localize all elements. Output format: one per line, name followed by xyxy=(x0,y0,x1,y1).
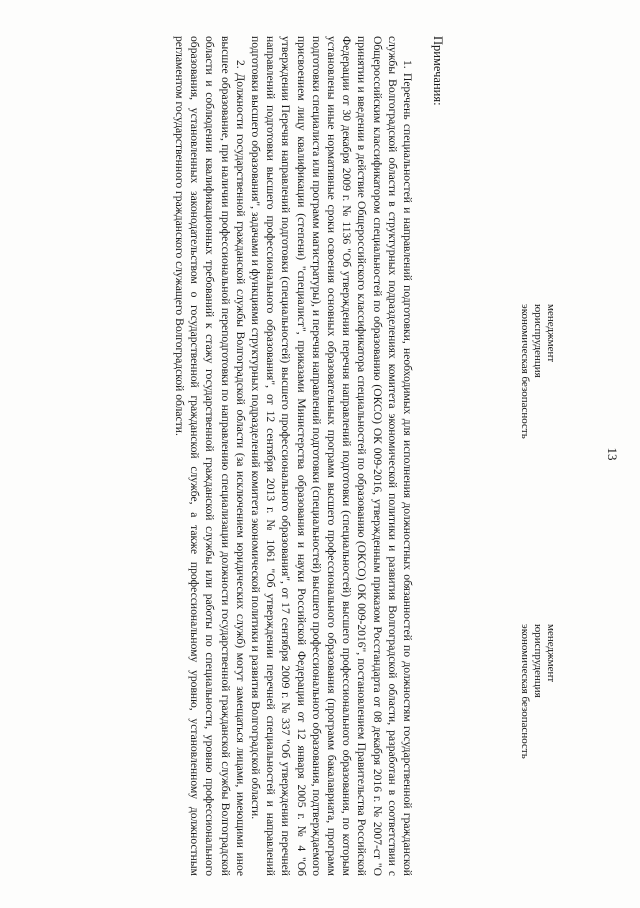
specialty-item: менеджмент xyxy=(545,304,557,363)
notes-body xyxy=(172,36,415,876)
specialty-item: менеджмент xyxy=(545,624,557,683)
specialty-item: экономическая безопасность xyxy=(519,624,531,759)
note-paragraph-1: 1. Перечень специальностей и направлений подготовки, необходимых для исполнения должностных обязанностей по должностям государственной гражданской службы Волгоградской области в структурных подразделениях комитета экономической политики и развития Волгоградской области, разработан в соответствии с Общероссийским классификатором специальностей по образованию (ОКСО) ОК 009-2016, утвержденным приказом Росстандарта от 08 декабря 2016 г. № 2007-ст "О принятии и введении в действие Общероссийского классификатора специальностей по образованию (ОКСО) ОК 009-2016", постановлением Правительства Российской Федерации от 30 декабря 2009 г. № 1136 "Об утверждении перечня направлений подготовки (специальностей) высшего профессионального образования, по которым установлены иные нормативные сроки освоения основных образовательных программ высшего профессионального образования (программ бакалавриата, программ подготовки специалиста или программ магистратуры), и перечня направлений подготовки (специальностей) высшего профессионального образования, подтверждаемого присвоением лицу квалификации (степени) "специалист", приказами Министерства образования и науки Российской Федерации от 12 января 2005 г. № 4 "Об утверждении Перечня направлений подготовки (специальностей) высшего профессионального образования", от 17 сентября 2009 г. № 337 "Об утверждении перечней направлений подготовки высшего профессионального образования", от 12 сентября 2013 г. № 1061 "Об утверждении перечней специальностей и направлений подготовки высшего образования", задачами и функциями структурных подразделений комитета экономической политики и развития Волгоградской области. xyxy=(248,36,414,876)
specialty-item: юриспруденция xyxy=(532,304,544,378)
rotated-document-content xyxy=(20,24,620,884)
specialty-list-left xyxy=(518,304,557,439)
notes-heading: Примечания: xyxy=(431,36,445,106)
specialty-item: экономическая безопасность xyxy=(519,304,531,439)
specialty-list-right xyxy=(518,624,557,759)
note-paragraph-2: 2. Должности государственной гражданской службы Волгоградской области (за исключением юридических служб) могут замещаться лицами, имеющими иное высшее образование, при наличии профессиональной переподготовки по направлению специализации должности государственной гражданской службы Волгоградской области и соблюдении квалификационных требований к стажу государственной гражданской службы или работы по специальности, уровню профессионального образования, установленных законодательством о государственной гражданской службе, а также профессиональному уровню, установленному должностным регламентом государственного гражданского служащего Волгоградской области. xyxy=(172,36,247,876)
specialty-item: юриспруденция xyxy=(532,624,544,698)
page-number: 13 xyxy=(605,447,620,461)
